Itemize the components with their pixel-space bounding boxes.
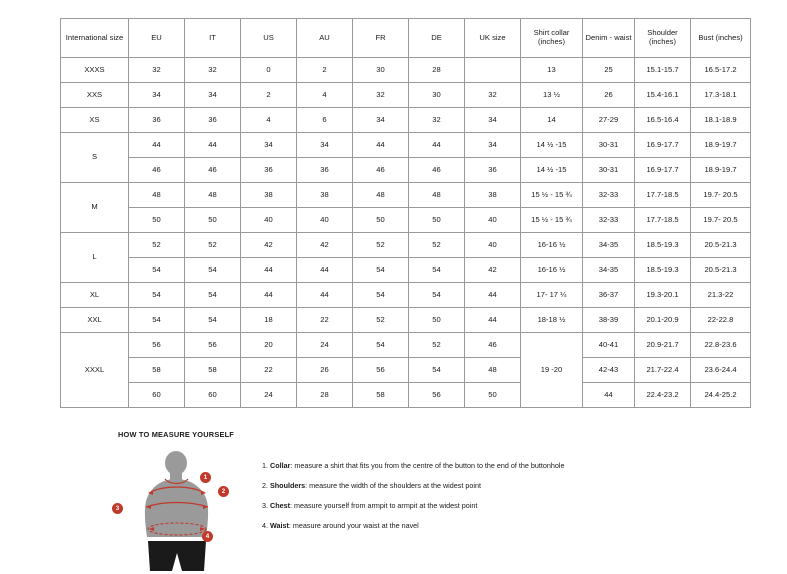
table-cell: 42 [241, 233, 297, 258]
table-cell: 27-29 [583, 108, 635, 133]
table-cell: 16-16 ½ [521, 233, 583, 258]
table-cell: 21.7-22.4 [635, 358, 691, 383]
table-cell: 50 [185, 208, 241, 233]
table-row [61, 133, 751, 158]
table-cell: 56 [185, 333, 241, 358]
table-cell: 40 [465, 208, 521, 233]
table-header-cell: Bust (inches) [691, 19, 751, 58]
table-cell: 36 [297, 158, 353, 183]
table-cell: 18.5-19.3 [635, 258, 691, 283]
table-cell: 50 [409, 208, 465, 233]
table-cell: 24.4-25.2 [691, 383, 751, 408]
table-cell: 34 [185, 83, 241, 108]
table-cell: 44 [297, 283, 353, 308]
table-cell: 14 ½ -15 [521, 158, 583, 183]
table-cell: 36 [465, 158, 521, 183]
table-cell: 52 [409, 333, 465, 358]
measure-step: 1. Collar: measure a shirt that fits you from the centre of the button to the end of the buttonhole [262, 461, 565, 470]
table-row [61, 333, 751, 358]
table-cell: 54 [353, 258, 409, 283]
table-header-cell: FR [353, 19, 409, 58]
table-cell: 4 [297, 83, 353, 108]
measure-steps [262, 449, 564, 541]
table-cell: 14 ½ -15 [521, 133, 583, 158]
table-cell: 32 [185, 58, 241, 83]
table-cell: 20 [241, 333, 297, 358]
table-row [61, 258, 751, 283]
measure-step-text: : measure yourself from armpit to armpit at the widest point [289, 501, 478, 510]
table-cell: 15 ½ - 15 ¾ [521, 208, 583, 233]
table-cell: 4 [241, 108, 297, 133]
table-cell: 60 [185, 383, 241, 408]
table-cell: 30-31 [583, 158, 635, 183]
table-cell: 24 [241, 383, 297, 408]
table-cell: 40-41 [583, 333, 635, 358]
table-cell: 32-33 [583, 183, 635, 208]
intl-size-cell: L [61, 233, 129, 283]
table-cell: 17.7-18.5 [635, 208, 691, 233]
table-cell: 18.9-19.7 [691, 158, 751, 183]
table-header-cell: Shoulder (inches) [635, 19, 691, 58]
table-cell: 54 [185, 283, 241, 308]
table-header-cell: UK size [465, 19, 521, 58]
intl-size-cell: XXXS [61, 58, 129, 83]
table-cell: 42 [297, 233, 353, 258]
table-cell: 54 [185, 308, 241, 333]
table-cell: 34 [241, 133, 297, 158]
table-cell: 32 [353, 83, 409, 108]
table-row [61, 358, 751, 383]
table-cell: 56 [409, 383, 465, 408]
table-cell: 30 [409, 83, 465, 108]
table-cell: 34 [297, 133, 353, 158]
table-row [61, 208, 751, 233]
table-cell: 58 [129, 358, 185, 383]
table-cell: 48 [129, 183, 185, 208]
table-header-cell: DE [409, 19, 465, 58]
table-cell: 44 [409, 133, 465, 158]
table-cell: 15.1-15.7 [635, 58, 691, 83]
torso-illustration-icon [118, 449, 238, 574]
table-cell: 15.4-16.1 [635, 83, 691, 108]
table-cell: 48 [465, 358, 521, 383]
table-cell: 32-33 [583, 208, 635, 233]
table-cell: 54 [353, 283, 409, 308]
table-cell: 46 [409, 158, 465, 183]
table-cell: 24 [297, 333, 353, 358]
table-cell: 26 [297, 358, 353, 383]
table-cell: 52 [353, 308, 409, 333]
table-cell: 38-39 [583, 308, 635, 333]
table-cell: 19.7- 20.5 [691, 208, 751, 233]
table-cell: 58 [185, 358, 241, 383]
table-cell: 18-18 ½ [521, 308, 583, 333]
table-cell: 2 [241, 83, 297, 108]
table-cell: 38 [241, 183, 297, 208]
table-cell: 54 [129, 258, 185, 283]
table-cell: 52 [129, 233, 185, 258]
table-body [61, 58, 751, 408]
table-row [61, 158, 751, 183]
size-chart-table [60, 18, 751, 408]
table-cell: 19 -20 [521, 333, 583, 408]
table-cell: 16.5-16.4 [635, 108, 691, 133]
how-to-measure-title: HOW TO MEASURE YOURSELF [118, 430, 235, 439]
table-cell: 36-37 [583, 283, 635, 308]
table-cell: 34 [465, 108, 521, 133]
table-cell: 21.3-22 [691, 283, 751, 308]
measure-step-number: 1 [262, 461, 266, 470]
table-cell: 17.7-18.5 [635, 183, 691, 208]
table-header-cell: International size [61, 19, 129, 58]
how-to-measure-body [115, 449, 758, 574]
table-header-row [61, 19, 751, 58]
table-row [61, 183, 751, 208]
table-header-cell: IT [185, 19, 241, 58]
table-cell: 40 [241, 208, 297, 233]
measure-step: 3. Chest: measure yourself from armpit to armpit at the widest point [262, 501, 478, 510]
table-cell: 48 [353, 183, 409, 208]
table-cell: 42 [465, 258, 521, 283]
table-cell: 20.5-21.3 [691, 233, 751, 258]
table-cell: 44 [583, 383, 635, 408]
badge-3: 3 [112, 503, 123, 514]
table-cell: 16.9-17.7 [635, 133, 691, 158]
measure-step-label: Waist [270, 521, 289, 530]
table-header [61, 19, 751, 58]
table-cell: 22-22.8 [691, 308, 751, 333]
table-row [61, 108, 751, 133]
table-cell: 22.4-23.2 [635, 383, 691, 408]
table-cell: 44 [465, 308, 521, 333]
table-cell: 40 [297, 208, 353, 233]
table-cell: 36 [185, 108, 241, 133]
measure-step-label: Shoulders [270, 481, 306, 490]
table-row [61, 83, 751, 108]
table-cell: 34-35 [583, 258, 635, 283]
table-cell: 23.6-24.4 [691, 358, 751, 383]
table-cell: 52 [409, 233, 465, 258]
table-cell: 44 [465, 283, 521, 308]
table-cell: 50 [465, 383, 521, 408]
table-cell: 44 [185, 133, 241, 158]
table-cell: 54 [353, 333, 409, 358]
table-cell: 22.8-23.6 [691, 333, 751, 358]
table-cell: 19.7- 20.5 [691, 183, 751, 208]
table-cell: 20.5-21.3 [691, 258, 751, 283]
badge-1: 1 [200, 472, 211, 483]
body-figure [115, 449, 238, 574]
table-row [61, 283, 751, 308]
table-cell: 46 [185, 158, 241, 183]
table-cell: 14 [521, 108, 583, 133]
table-cell: 46 [353, 158, 409, 183]
table-cell: 16.9-17.7 [635, 158, 691, 183]
table-cell: 44 [129, 133, 185, 158]
table-cell: 32 [129, 58, 185, 83]
table-cell: 16.5-17.2 [691, 58, 751, 83]
table-cell: 30 [353, 58, 409, 83]
table-cell: 30-31 [583, 133, 635, 158]
table-cell: 48 [409, 183, 465, 208]
table-cell: 38 [297, 183, 353, 208]
table-cell: 13 ½ [521, 83, 583, 108]
intl-size-cell: M [61, 183, 129, 233]
table-cell: 22 [241, 358, 297, 383]
table-cell: 36 [241, 158, 297, 183]
table-row [61, 308, 751, 333]
table-cell: 46 [465, 333, 521, 358]
table-cell: 60 [129, 383, 185, 408]
measure-step-number: 4 [262, 521, 266, 530]
table-cell: 50 [353, 208, 409, 233]
table-cell: 52 [353, 233, 409, 258]
table-cell: 56 [353, 358, 409, 383]
table-cell: 58 [353, 383, 409, 408]
table-cell: 18.1-18.9 [691, 108, 751, 133]
table-cell: 44 [353, 133, 409, 158]
table-row [61, 233, 751, 258]
table-cell: 50 [129, 208, 185, 233]
table-cell: 56 [129, 333, 185, 358]
table-cell: 54 [409, 283, 465, 308]
how-to-measure-section [115, 430, 758, 574]
table-cell: 50 [409, 308, 465, 333]
badge-2: 2 [218, 486, 229, 497]
table-cell: 40 [465, 233, 521, 258]
measure-step-text: : measure around your waist at the navel [288, 521, 419, 530]
table-cell: 54 [409, 358, 465, 383]
table-cell: 16-16 ½ [521, 258, 583, 283]
table-cell: 34 [353, 108, 409, 133]
measure-step-text: : measure the width of the shoulders at the widest point [305, 481, 481, 490]
intl-size-cell: XS [61, 108, 129, 133]
intl-size-cell: XXXL [61, 333, 129, 408]
table-header-cell: US [241, 19, 297, 58]
table-header-cell: Denim - waist [583, 19, 635, 58]
table-cell: 54 [185, 258, 241, 283]
table-cell: 32 [409, 108, 465, 133]
intl-size-cell: S [61, 133, 129, 183]
table-cell: 44 [241, 283, 297, 308]
intl-size-cell: XXL [61, 308, 129, 333]
table-cell: 34 [129, 83, 185, 108]
table-row [61, 58, 751, 83]
table-cell: 22 [297, 308, 353, 333]
table-cell: 34-35 [583, 233, 635, 258]
table-cell [465, 58, 521, 83]
table-header-cell: Shirt collar (inches) [521, 19, 583, 58]
table-header-cell: AU [297, 19, 353, 58]
table-cell: 28 [409, 58, 465, 83]
table-cell: 38 [465, 183, 521, 208]
table-cell: 44 [297, 258, 353, 283]
measure-step-number: 2 [262, 481, 266, 490]
table-cell: 2 [297, 58, 353, 83]
table-cell: 18.5-19.3 [635, 233, 691, 258]
table-cell: 48 [185, 183, 241, 208]
table-cell: 25 [583, 58, 635, 83]
table-cell: 17.3-18.1 [691, 83, 751, 108]
table-cell: 28 [297, 383, 353, 408]
table-cell: 17- 17 ¼ [521, 283, 583, 308]
table-cell: 54 [129, 308, 185, 333]
table-cell: 13 [521, 58, 583, 83]
table-cell: 0 [241, 58, 297, 83]
intl-size-cell: XXS [61, 83, 129, 108]
badge-4: 4 [202, 531, 213, 542]
table-cell: 46 [129, 158, 185, 183]
table-row [61, 383, 751, 408]
measure-step-number: 3 [262, 501, 266, 510]
table-header-cell: EU [129, 19, 185, 58]
table-cell: 32 [465, 83, 521, 108]
table-cell: 6 [297, 108, 353, 133]
table-cell: 26 [583, 83, 635, 108]
table-cell: 42-43 [583, 358, 635, 383]
table-cell: 52 [185, 233, 241, 258]
table-cell: 15 ½ - 15 ¾ [521, 183, 583, 208]
table-cell: 54 [409, 258, 465, 283]
table-cell: 36 [129, 108, 185, 133]
table-cell: 20.9-21.7 [635, 333, 691, 358]
table-cell: 34 [465, 133, 521, 158]
intl-size-cell: XL [61, 283, 129, 308]
table-cell: 19.3-20.1 [635, 283, 691, 308]
table-cell: 20.1-20.9 [635, 308, 691, 333]
table-cell: 44 [241, 258, 297, 283]
table-cell: 54 [129, 283, 185, 308]
measure-step-label: Collar [270, 461, 291, 470]
measure-step-label: Chest [270, 501, 290, 510]
measure-step-text: : measure a shirt that fits you from the centre of the button to the end of the buttonhole [290, 461, 565, 470]
table-cell: 18.9-19.7 [691, 133, 751, 158]
table-cell: 18 [241, 308, 297, 333]
measure-step: 2. Shoulders: measure the width of the shoulders at the widest point [262, 481, 481, 490]
measure-step: 4. Waist: measure around your waist at the navel [262, 521, 419, 530]
